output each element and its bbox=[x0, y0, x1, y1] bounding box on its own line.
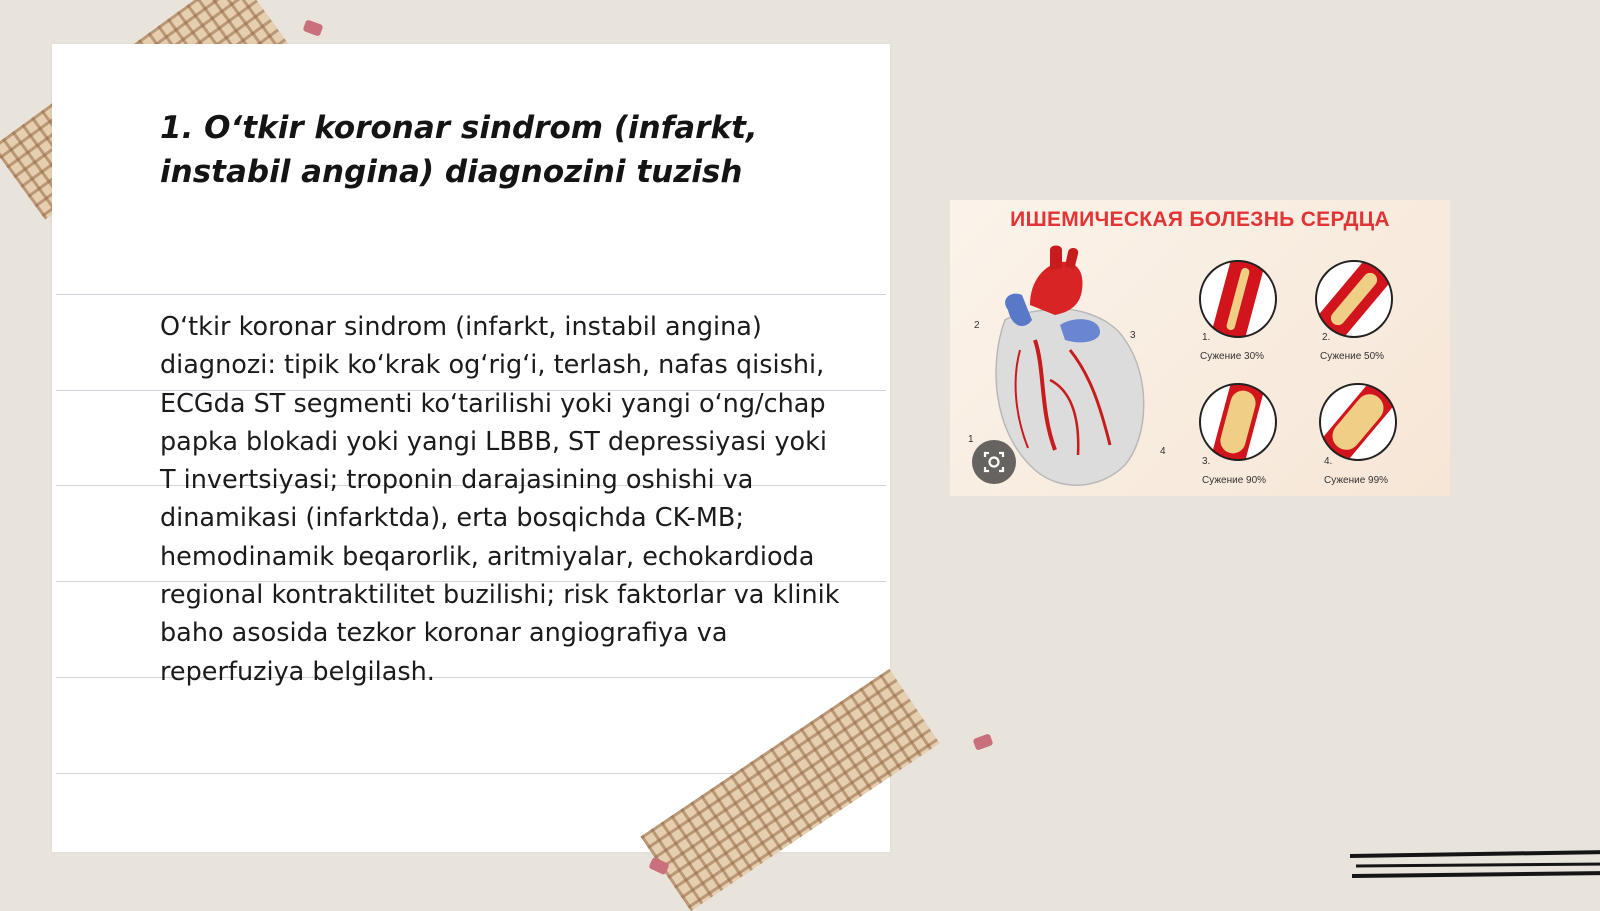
figure-title: ИШЕМИЧЕСКАЯ БОЛЕЗНЬ СЕРДЦА bbox=[1010, 208, 1390, 231]
ischemic-heart-disease-figure[interactable] bbox=[950, 200, 1450, 496]
notebook-paper bbox=[52, 44, 890, 852]
stage-number: 4. bbox=[1324, 456, 1333, 467]
stage-label: Сужение 90% bbox=[1202, 475, 1267, 486]
stage-label: Сужение 30% bbox=[1200, 351, 1265, 362]
stage-number: 2. bbox=[1322, 332, 1331, 343]
artery-stages bbox=[950, 200, 1450, 496]
stage-number: 3. bbox=[1202, 456, 1211, 467]
heart-marker: 4 bbox=[1160, 446, 1166, 457]
paper-rule bbox=[56, 294, 886, 295]
stage-number: 1. bbox=[1202, 332, 1211, 343]
artery-stage-circle bbox=[1200, 248, 1276, 350]
artery-stage-circle bbox=[1200, 371, 1276, 473]
stage-label: Сужение 99% bbox=[1324, 475, 1389, 486]
stage-label: Сужение 50% bbox=[1320, 351, 1385, 362]
brush-strokes bbox=[1350, 846, 1600, 896]
visual-search-icon bbox=[972, 440, 1016, 484]
slide-body-text: O‘tkir koronar sindrom (infarkt, instabil angina) diagnozi: tipik ko‘krak og‘rig‘i, terlash, nafas qisishi, ECGda ST segmenti ko‘tarilishi yoki yangi o‘ng/chap papka blokadi yoki yangi LBBB, ST depressiyasi yoki T invertsiyasi; troponin darajasining oshishi va dinamikasi (infarktda), erta bosqichda CK-MB; hemodinamik beqarorlik, aritmiyalar, echokardioda regional kontraktilitet buzilishi; risk faktorlar va klinik baho asosida tezkor koronar angiografiya va reperfuziya belgilash. bbox=[160, 312, 840, 687]
heart-marker: 1 bbox=[968, 434, 974, 445]
slide-title: 1. O‘tkir koronar sindrom (infarkt, instabil angina) diagnozini tuzish bbox=[160, 110, 758, 190]
heart-marker: 3 bbox=[1130, 330, 1136, 341]
tape-pin-bottom-right bbox=[972, 733, 993, 750]
tape-pin-top bbox=[302, 19, 323, 36]
heart-marker: 2 bbox=[974, 320, 980, 331]
visual-search-button[interactable] bbox=[972, 440, 1016, 484]
